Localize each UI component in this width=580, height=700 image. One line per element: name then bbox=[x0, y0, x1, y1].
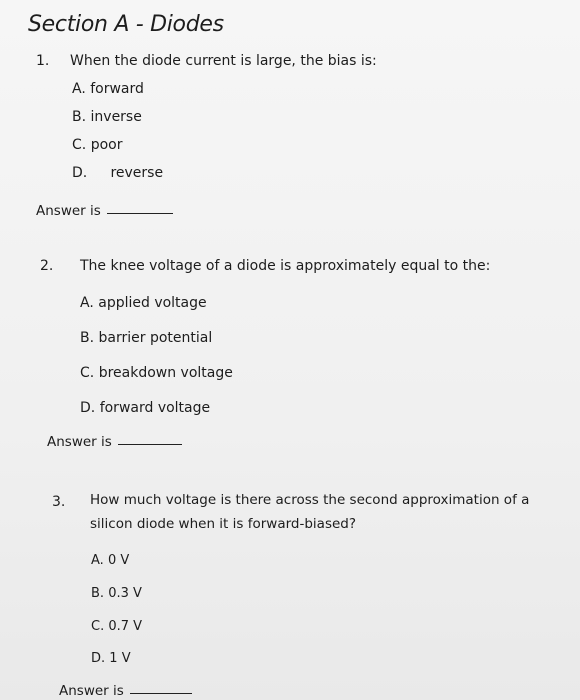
option-letter: A. bbox=[91, 553, 104, 568]
question-3-option-c bbox=[91, 619, 142, 634]
question-1-option-d bbox=[72, 165, 163, 181]
option-letter: C. bbox=[72, 137, 87, 153]
option-letter: B. bbox=[80, 330, 95, 346]
option-letter: C. bbox=[91, 619, 105, 634]
question-3-option-d bbox=[91, 651, 131, 666]
option-letter: A. bbox=[80, 295, 94, 311]
question-3-text-line-2: silicon diode when it is forward-biased? bbox=[90, 516, 357, 532]
answer-label: Answer is bbox=[47, 434, 112, 450]
question-1-option-b bbox=[72, 109, 142, 125]
option-letter: C. bbox=[80, 365, 95, 381]
answer-blank-line bbox=[130, 693, 192, 694]
option-text: 0.3 V bbox=[108, 586, 142, 601]
option-text: breakdown voltage bbox=[98, 365, 233, 381]
option-text: 0 V bbox=[107, 553, 130, 568]
option-text: forward voltage bbox=[99, 400, 211, 416]
option-letter: A. bbox=[72, 81, 86, 97]
question-2-option-c bbox=[80, 365, 233, 381]
question-2-answer bbox=[47, 434, 182, 450]
option-text: barrier potential bbox=[98, 330, 213, 346]
question-3-answer bbox=[59, 683, 192, 699]
question-2-option-b bbox=[80, 330, 212, 346]
question-2-option-a bbox=[80, 295, 207, 311]
option-text: 0.7 V bbox=[108, 619, 143, 634]
option-letter: B. bbox=[91, 586, 105, 601]
question-3-text-line-1: How much voltage is there across the second approximation of a bbox=[90, 492, 530, 508]
question-1-option-c bbox=[72, 137, 122, 153]
option-letter: D. bbox=[91, 651, 106, 666]
option-text: 1 V bbox=[109, 651, 131, 666]
option-text: reverse bbox=[110, 165, 164, 181]
question-3-number: 3. bbox=[52, 494, 66, 510]
question-1-number: 1. bbox=[36, 53, 50, 69]
question-3-option-b bbox=[91, 586, 142, 601]
question-1-text: When the diode current is large, the bias is: bbox=[70, 53, 377, 69]
option-text: applied voltage bbox=[98, 295, 207, 311]
answer-label: Answer is bbox=[36, 203, 101, 219]
option-letter: B. bbox=[72, 109, 87, 125]
option-text: inverse bbox=[90, 109, 142, 125]
answer-label: Answer is bbox=[59, 683, 124, 699]
option-letter: D. bbox=[72, 165, 88, 181]
option-letter: D. bbox=[80, 400, 96, 416]
answer-blank-line bbox=[118, 444, 182, 445]
option-text: poor bbox=[90, 137, 123, 153]
answer-blank-line bbox=[107, 213, 173, 214]
question-2-text: The knee voltage of a diode is approximately equal to the: bbox=[80, 258, 491, 274]
question-2-option-d bbox=[80, 400, 210, 416]
question-1-option-a bbox=[72, 81, 144, 97]
question-2-number: 2. bbox=[40, 258, 54, 274]
question-3-option-a bbox=[91, 553, 129, 568]
option-text: forward bbox=[90, 81, 144, 97]
section-title: Section A - Diodes bbox=[28, 12, 224, 37]
question-1-answer bbox=[36, 203, 173, 219]
